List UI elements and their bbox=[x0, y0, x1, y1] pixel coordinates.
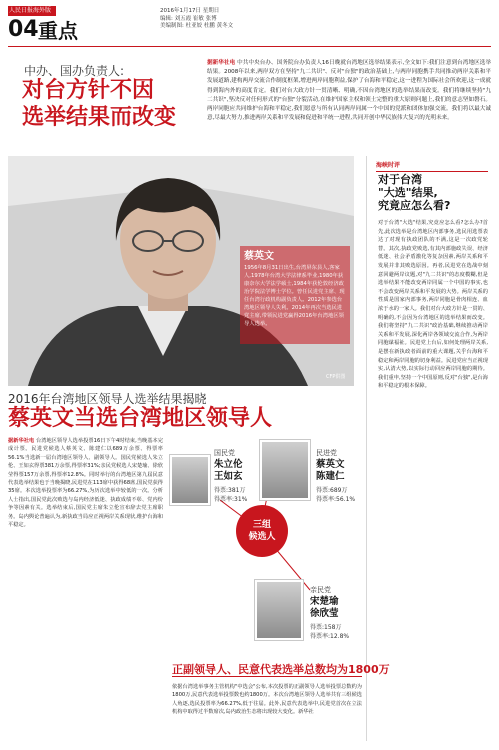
top-headline-line1: 对台方针不因 bbox=[22, 78, 155, 103]
bottom-headline: 正副领导人、民意代表选举总数均为1800万 bbox=[172, 663, 390, 676]
bottom-article: 依据台湾选举事务主管机构"中选会"公布,本次投票的正副领导人选举投票总数约为1800万,民意代表选举投票数也约1800万。本次台湾地区领导人选举共有三组候选人角逐,选民投票率为66.27%,低于往届。此外,民意代表选举中,民进党首次在立法机构中取得过半数席次,岛内政治生态将出现较大变化。新华社 bbox=[172, 684, 362, 716]
section-title: 重点 bbox=[38, 19, 78, 43]
column-divider bbox=[366, 156, 367, 741]
candidate-votes-kmt: 得票:381万 bbox=[214, 487, 246, 494]
commentary-tag: 海峡时评 bbox=[376, 160, 488, 172]
header-date: 2016年1月17日 星期日 bbox=[160, 8, 220, 14]
candidate-rate-kmt: 得票率:31% bbox=[214, 496, 248, 503]
main-dispatch-tag: 据新华社电 bbox=[8, 438, 35, 444]
main-subheadline: 2016年台湾地区领导人选举结果揭晓 bbox=[8, 392, 207, 406]
main-headline: 蔡英文当选台湾地区领导人 bbox=[8, 406, 273, 431]
commentary-headline-line2: "大选"结果, bbox=[378, 186, 438, 199]
candidate-photo-dpp bbox=[260, 440, 310, 500]
top-kicker: 中办、国办负责人: bbox=[24, 64, 125, 78]
header-divider bbox=[8, 46, 491, 47]
page-number: 04 bbox=[8, 17, 39, 42]
candidate-photo-pfp bbox=[255, 580, 303, 640]
bio-box bbox=[240, 246, 350, 344]
candidate-photo-kmt bbox=[170, 455, 210, 505]
candidate-name-pfp-2: 徐欣莹 bbox=[310, 608, 339, 619]
candidate-votes-pfp: 得票:158万 bbox=[310, 624, 342, 631]
bio-text: 1956年8月31日出生,台湾屏东县人,客家人,1978年台湾大学法律系毕业,1980年获康奈尔大学法学硕士,1984年获伦敦经济政治学院法学博士学位。曾任民进党主席、现任台湾行政机构副负责人。2012年参选台湾地区领导人失利。2014年再次当选民进党主席,带领民进党赢得2016年台湾地区领导人选举。 bbox=[244, 265, 345, 327]
candidate-rate-dpp: 得票率:56.1% bbox=[316, 496, 356, 503]
group-badge bbox=[236, 505, 288, 557]
candidate-party-dpp: 民进党 bbox=[316, 449, 337, 457]
group-badge-line1: 三组 bbox=[252, 520, 271, 530]
header-design: 美编制图: 杜亚姣 杜鹏 黄冬文 bbox=[160, 23, 234, 29]
candidate-name-dpp-2: 陈建仁 bbox=[316, 471, 345, 482]
candidate-party-pfp: 亲民党 bbox=[310, 586, 331, 594]
header-meta bbox=[160, 8, 280, 31]
bio-name: 蔡英文 bbox=[244, 251, 274, 262]
bottom-divider bbox=[172, 676, 362, 677]
main-article bbox=[8, 437, 163, 737]
candidate-name-pfp-1: 宋楚瑜 bbox=[310, 596, 339, 607]
header-strip-label: 人民日报海外版 bbox=[9, 7, 52, 14]
top-dispatch-article bbox=[207, 59, 491, 123]
candidate-name-kmt-1: 朱立伦 bbox=[214, 459, 243, 470]
candidate-name-kmt-2: 王如玄 bbox=[214, 471, 243, 482]
top-headline-line2: 选举结果而改变 bbox=[22, 105, 177, 130]
photo-credit: CFP供图 bbox=[326, 374, 346, 380]
header-editors: 编辑: 刘五霞 崔敏 张博 bbox=[160, 15, 217, 22]
commentary-headline-line1: 对于台湾 bbox=[378, 173, 422, 186]
top-dispatch-tag: 据新华社电 bbox=[207, 60, 236, 66]
commentary-body: 对于台湾"大选"结果,究竟应怎么看?怎么办?首先,此次选举是台湾地区内部事务,选民用选票表达了对现有执政团队的不满,这是一次政党轮替。其次,执政党败选,有其内部施政失误、经济低迷、社会矛盾激化等复杂因素,两岸关系和平发展并非其败选原因。再者,民进党在选战中刻意回避两岸议题,对"九二共识"的态度模糊,但是选举结果不能改变两岸同属一个中国的事实,也不会改变两岸关系和平发展的大势。两岸关系的性质是国家内部事务,两岸同胞是骨肉相连、血浓于水的一家人。我们对台大政方针是一贯的、明确的,不会因为台湾地区的选举结果而改变。我们将坚持"九二共识"政治基础,继续推动两岸关系和平发展,深化两岸各领域交流合作,为两岸同胞谋福祉。民进党上台后,如何处理两岸关系,是摆在新执政者面前的重大课题,关乎台海和平稳定和两岸同胞的切身利益。民进党应当正视现实,认清大势,以实际行动回应两岸同胞的期待。我们重申,坚持一个中国原则,反对"台独",是台海和平稳定的根本保障。 bbox=[378, 220, 488, 390]
main-article-text: 台湾地区领导人选举投票16日下午4时结束,当晚基本完成计票。民进党候选人蔡英文、陈建仁以689万余票、得票率56.1%当选新一届台湾地区领导人、副领导人。国民党候选人朱立伦、王如玄得票381万余票,得票率31%;亲民党候选人宋楚瑜、徐欣莹得票157万余票,得票率12.8%。同时举行的台湾地区第九届民意代表选举结果也于当晚揭晓,民进党在113席中获得68席,国民党获得35席。本次选举投票率为66.27%,为历次选举中较低的一次。分析人士指出,国民党此次败选与岛内经济低迷、执政成绩不彰、党内纷争等因素有关。选举结束后,国民党主席朱立伦宣布辞去党主席职务。岛内舆论普遍认为,新执政当局应正视两岸关系现状,维护台海和平稳定。 bbox=[8, 438, 163, 529]
candidate-votes-dpp: 得票:689万 bbox=[316, 487, 348, 494]
candidate-rate-pfp: 得票率:12.8% bbox=[310, 633, 350, 640]
candidate-name-dpp-1: 蔡英文 bbox=[316, 459, 345, 470]
top-dispatch-text: 中共中央台办、国务院台办负责人16日晚就台湾地区选举结果表示,全文如下:我们注意到台湾地区选举结果。2008年以来,两岸双方在坚持"九二共识"、反对"台独"的政治基础上,与两岸同胞携手共同推动两岸关系和平发展道路,建构两岸交流合作制度框架,增进两岸同胞利益,保护了台海和平稳定,这一进程为国际社会所欢迎,这一成就得到海内外的高度肯定。我们对台大政方针一贯清晰、明确,不因台湾地区的选举结果而改变。我们将继续坚持"九二共识",坚决反对任何形式的"台独"分裂活动,在维护国家主权和领土完整的重大原则问题上,我们的意志坚如磐石。两岸同胞应共同维护台海和平稳定,我们愿意与所有认同两岸同属一个中国的党派和团体加强交流。我们将以最大诚意,尽最大努力,推进两岸关系和平发展和促进和平统一进程,共同开创中华民族伟大复兴的光明未来。 bbox=[207, 60, 491, 122]
candidate-party-kmt: 国民党 bbox=[214, 449, 235, 457]
group-badge-line2: 候选人 bbox=[248, 532, 276, 542]
commentary-headline-line3: 究竟应怎么看? bbox=[378, 199, 451, 212]
